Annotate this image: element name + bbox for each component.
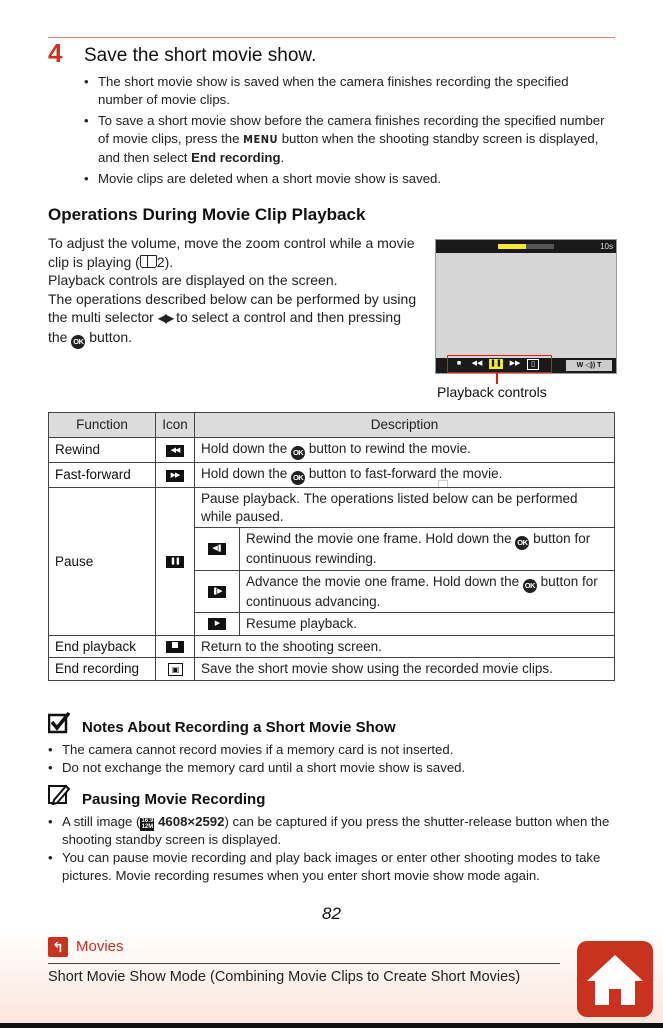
- step-title: Save the short movie show.: [84, 45, 317, 66]
- operations-table: [48, 412, 615, 681]
- ok-button-icon: OK: [523, 579, 537, 593]
- pencil-note-icon: [48, 783, 70, 805]
- zoom-volume-indicator: W ◁)) T: [566, 360, 612, 371]
- description-cell: Pause playback. The operations listed below can be performed while paused.: [195, 488, 615, 528]
- playback-screen-illustration: [435, 239, 617, 374]
- multi-selector-arrows-icon: ◀▶: [157, 311, 173, 325]
- frame-back-icon: ◀❚: [208, 543, 226, 555]
- chapter-title: Short Movie Show Mode (Combining Movie Clips to Create Short Movies): [48, 969, 521, 985]
- menu-key: MENU: [243, 133, 279, 146]
- callout-label: Playback controls: [437, 384, 547, 400]
- playback-progress-fill: [498, 244, 526, 249]
- description-cell: Resume playback.: [240, 613, 615, 636]
- function-cell: End playback: [49, 635, 156, 658]
- stop-icon: ■: [456, 360, 462, 367]
- pause-icon: ❚❚: [166, 556, 184, 568]
- table-row: [49, 635, 615, 658]
- step-number: 4: [48, 38, 63, 68]
- end-recording-icon: ▯: [527, 359, 539, 370]
- list-item: • You can pause movie recording and play back images or enter other shooting modes to take pictures. Movie recording resumes when you enter short movie show mode again.: [48, 849, 615, 885]
- bottom-bar: [0, 1023, 663, 1028]
- pausing-title: Pausing Movie Recording: [82, 791, 266, 808]
- table-header-row: [49, 413, 615, 438]
- notes-list: [48, 741, 615, 777]
- function-cell: End recording: [49, 658, 156, 681]
- frame-forward-icon: ❚▶: [208, 586, 226, 598]
- table-row: [49, 488, 615, 528]
- pause-icon: ❚❚: [490, 360, 502, 367]
- description-cell: Hold down the OK button to rewind the movie.: [195, 438, 615, 463]
- page-ref-link[interactable]: 2: [156, 253, 165, 270]
- column-header: Icon: [156, 413, 195, 438]
- home-button[interactable]: [577, 941, 653, 1017]
- ok-button-icon: OK: [515, 536, 529, 550]
- step-bullets: [84, 73, 614, 191]
- pausing-list: [48, 813, 615, 885]
- list-item: • A still image (16:9 12M 4608×2592) can be captured if you press the shutter-release button when the shooting standby screen is displayed.: [48, 813, 615, 849]
- stop-icon: [166, 641, 184, 653]
- section-intro: To adjust the volume, move the zoom control while a movie clip is playing ( 2). Playback controls are displayed on the screen. The operations described below can be performed by using the multi selector ◀▶ to select a control and then pressing the OK button.: [48, 234, 418, 349]
- notes-title: Notes About Recording a Short Movie Show: [82, 719, 396, 736]
- remaining-time: 10s: [600, 242, 613, 251]
- description-cell: Return to the shooting screen.: [195, 635, 615, 658]
- column-header: Description: [195, 413, 615, 438]
- list-item: • The camera cannot record movies if a memory card is not inserted.: [48, 741, 615, 759]
- column-header: Function: [49, 413, 156, 438]
- image-size-icon: 16:9 12M: [141, 817, 154, 830]
- ok-button-icon: OK: [291, 471, 305, 485]
- resume-icon: ▶: [208, 618, 226, 630]
- end-recording-label: End recording: [191, 150, 281, 165]
- screen-top-bar: [436, 240, 616, 253]
- callout-line: [496, 372, 498, 384]
- description-cell: Advance the movie one frame. Hold down the OK button for continuous advancing.: [240, 570, 615, 613]
- rewind-icon: ◀◀: [471, 360, 483, 367]
- list-item: • To save a short movie show before the camera finishes recording the specified number of movie clips, press the MENU button when the shooting standby screen is displayed, and then select End recording.: [84, 112, 614, 167]
- description-cell: Rewind the movie one frame. Hold down the OK button for continuous rewinding.: [240, 528, 615, 571]
- rewind-icon: ◀◀: [166, 445, 184, 457]
- footer-rule: [48, 963, 560, 964]
- description-cell: Hold down the OK button to fast-forward the movie.: [195, 463, 615, 488]
- table-row: [49, 438, 615, 463]
- image-size-value: 4608×2592: [158, 814, 225, 829]
- section-heading: Operations During Movie Clip Playback: [48, 205, 366, 224]
- list-item: • Do not exchange the memory card until a short movie show is saved.: [48, 759, 615, 777]
- description-cell: Save the short movie show using the recorded movie clips.: [195, 658, 615, 681]
- ok-button-icon: OK: [71, 335, 85, 349]
- checkmark-note-icon: [48, 712, 70, 734]
- function-cell: Rewind: [49, 438, 156, 463]
- function-cell: Pause: [49, 488, 156, 636]
- ok-button-icon: OK: [291, 446, 305, 460]
- table-row: [49, 658, 615, 681]
- movies-link[interactable]: Movies: [76, 938, 124, 955]
- back-arrow-icon[interactable]: ↰: [48, 937, 68, 957]
- top-rule: [48, 37, 615, 38]
- end-recording-icon: ▣: [168, 663, 183, 676]
- table-row: [49, 463, 615, 488]
- reference-book-icon: [140, 255, 157, 268]
- playback-controls-highlight: [447, 355, 552, 373]
- fast-forward-icon: ▶▶: [509, 360, 521, 367]
- home-icon: [577, 941, 653, 1017]
- list-item: • The short movie show is saved when the camera finishes recording the specified number of movie clips.: [84, 73, 614, 109]
- function-cell: Fast-forward: [49, 463, 156, 488]
- playback-progress-bar: [498, 244, 554, 249]
- list-item: • Movie clips are deleted when a short movie show is saved.: [84, 170, 614, 188]
- page-number: 82: [322, 904, 341, 923]
- fast-forward-icon: ▶▶: [166, 470, 184, 482]
